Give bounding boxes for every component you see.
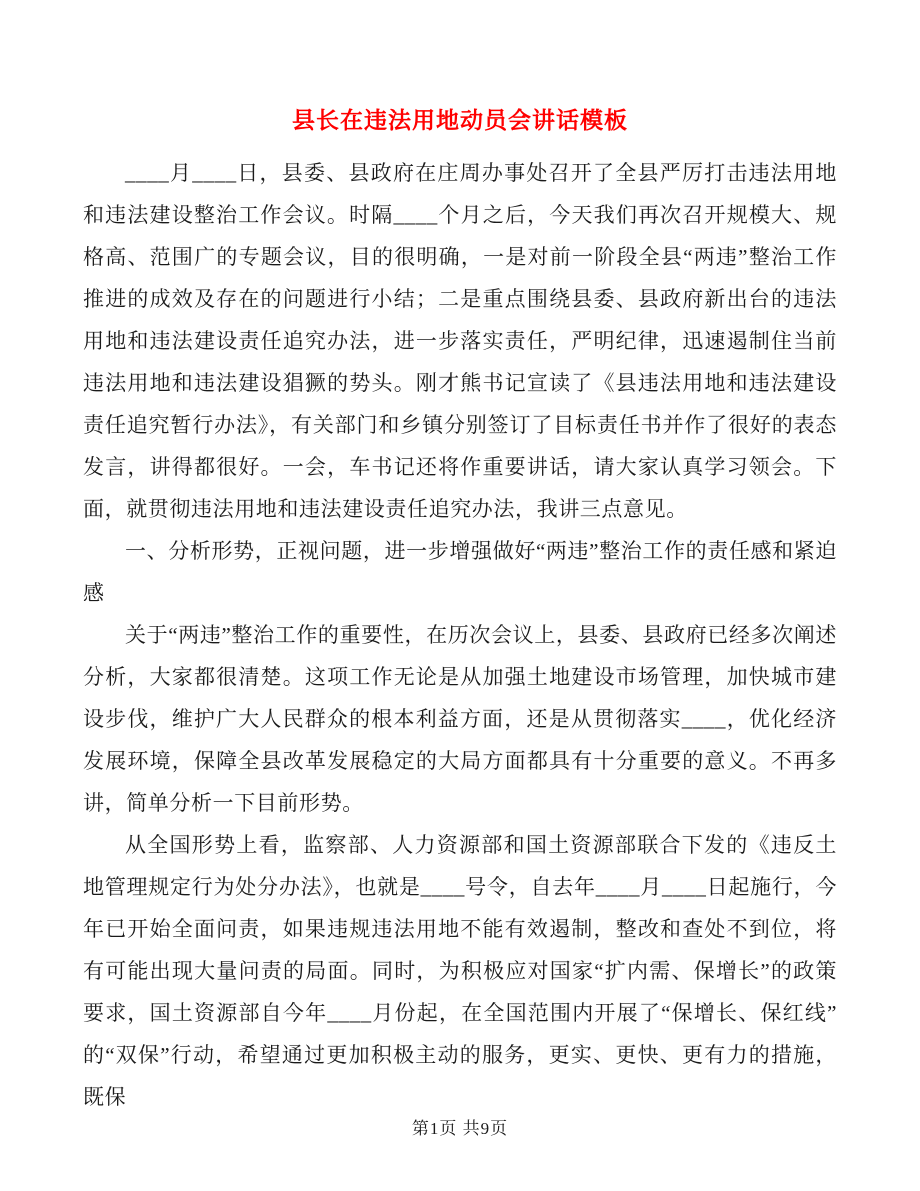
page-number: 第1页 共9页 bbox=[411, 1119, 509, 1138]
document-body bbox=[83, 102, 837, 1118]
paragraph: 从全国形势上看，监察部、人力资源部和国土资源部联合下发的《违反土地管理规定行为处分办法》，也就是____号令，自去年____月____日起施行，今年已开始全面问责，如果违规违法用地不能有效遏制，整改和查处不到位，将有可能出现大量问责的局面。同时，为积极应对国家“扩内需、保增长”的政策要求，国土资源部自今年____月份起，在全国范围内开展了“保增长、保红线”的“双保”行动，希望通过更加积极主动的服务，更实、更快、更有力的措施，既保 bbox=[83, 833, 837, 1109]
paragraph: 一、分析形势，正视问题，进一步增强做好“两违”整治工作的责任感和紧迫感 bbox=[83, 539, 837, 605]
paragraph: 关于“两违”整治工作的重要性，在历次会议上，县委、县政府已经多次阐述分析，大家都很清楚。这项工作无论是从加强土地建设市场管理，加快城市建设步伐，维护广大人民群众的根本利益方面，还是从贯彻落实____，优化经济发展环境，保障全县改革发展稳定的大局方面都具有十分重要的意义。不再多讲，简单分析一下目前形势。 bbox=[83, 623, 837, 815]
document-title: 县长在违法用地动员会讲话模板 bbox=[292, 108, 628, 133]
paragraphs bbox=[83, 152, 837, 1118]
paragraph: ____月____日，县委、县政府在庄周办事处召开了全县严厉打击违法用地和违法建设整治工作会议。时隔____个月之后，今天我们再次召开规模大、规格高、范围广的专题会议，目的很明确，一是对前一阶段全县“两违”整治工作推进的成效及存在的问题进行小结；二是重点围绕县委、县政府新出台的违法用地和违法建设责任追究办法，进一步落实责任，严明纪律，迅速遏制住当前违法用地和违法建设猖獗的势头。刚才熊书记宣读了《县违法用地和违法建设责任追究暂行办法》，有关部门和乡镇分别签订了目标责任书并作了很好的表态发言，讲得都很好。一会，车书记还将作重要讲话，请大家认真学习领会。下面，就贯彻违法用地和违法建设责任追究办法，我讲三点意见。 bbox=[83, 161, 837, 521]
